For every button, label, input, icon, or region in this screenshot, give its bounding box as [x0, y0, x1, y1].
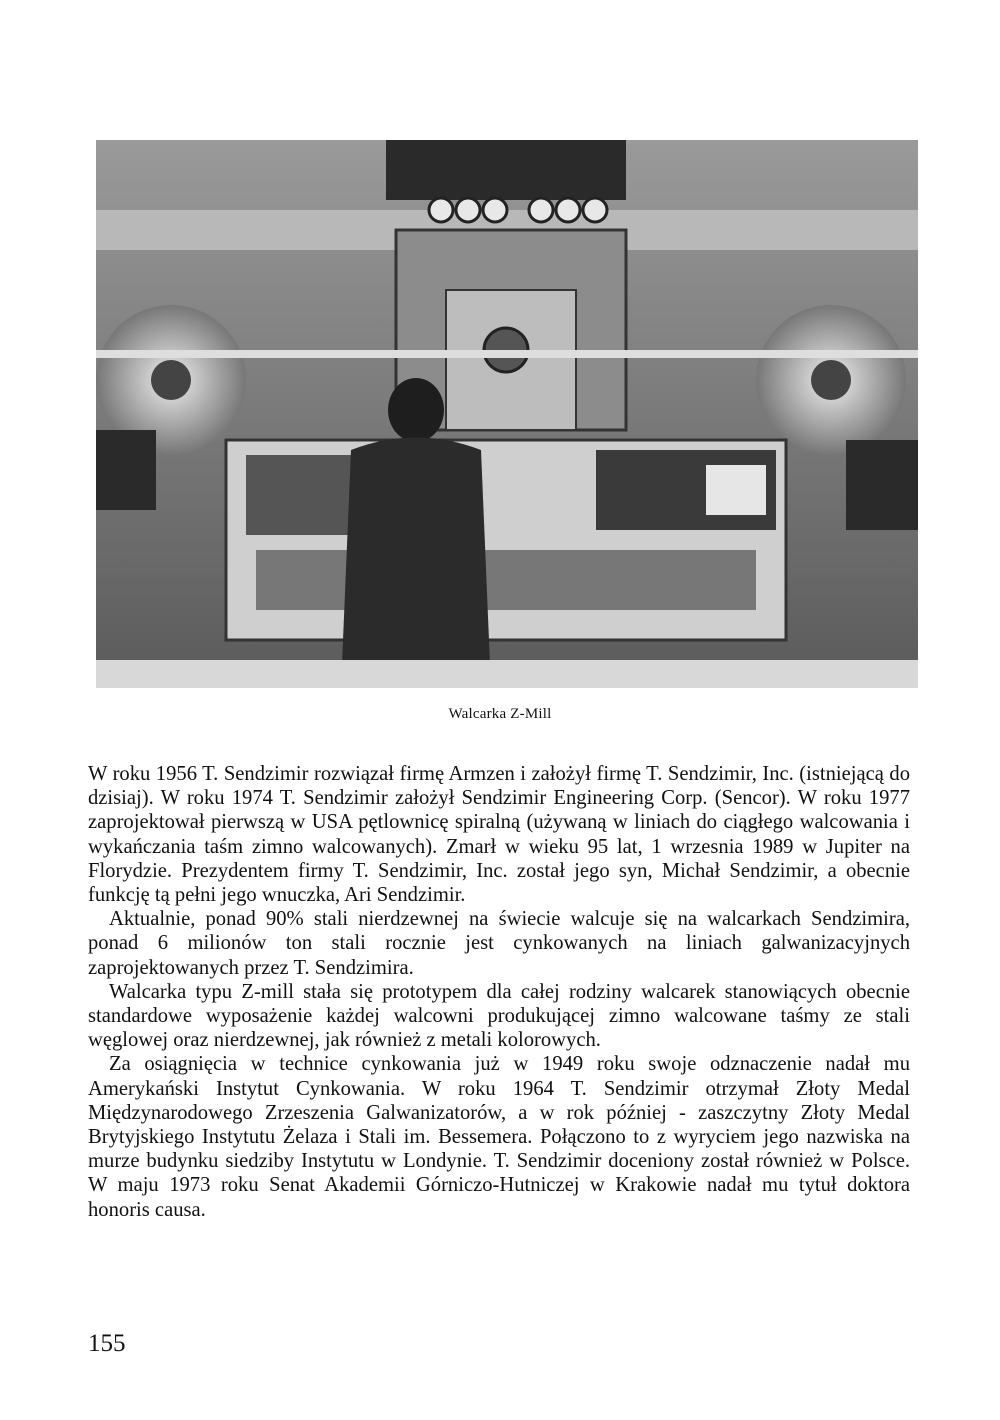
paragraph: Za osiągnięcia w technice cynkowania już w 1949 roku swoje odznaczenie nadał mu Amerykański Instytut Cynkowania. W roku 1964 T. Sendzimir otrzymał Złoty Medal Międzynarodowego Zrzeszenia Galwanizatorów, a w rok później - zaszczytny Złoty Medal Brytyjskiego Instytutu Żelaza i Stali im. Bessemera. Połączono to z wyryciem jego nazwiska na murze budynku siedziby Instytutu w Londynie. T. Sendzimir doceniony został również w Polsce. W maju 1973 roku Senat Akademii Górniczo-Hutniczej w Krakowie nadał mu tytuł doktora honoris causa. — [88, 1053, 910, 1221]
figure-caption: Walcarka Z-Mill — [448, 706, 552, 722]
photo-z-mill — [96, 140, 918, 688]
body-text — [88, 762, 910, 1222]
page-number: 155 — [88, 1330, 126, 1357]
paragraph: Walcarka typu Z-mill stała się prototypem dla całej rodziny walcarek stanowiących obecnie standardowe wyposażenie każdej walcowni produkującej zimno walcowane taśmy ze stali węglowej oraz nierdzewnej, jak również z metali kolorowych. — [88, 980, 910, 1052]
mill-control-room-illustration — [96, 140, 918, 688]
paragraph: Aktualnie, ponad 90% stali nierdzewnej na świecie walcuje się na walcarkach Sendzimira, ponad 6 milionów ton stali rocznie jest cynkowanych na liniach galwanizacyjnych zaprojektowanych przez T. Sendzimira. — [88, 908, 910, 979]
paragraph: W roku 1956 T. Sendzimir rozwiązał firmę Armzen i założył firmę T. Sendzimir, Inc. (istniejącą do dzisiaj). W roku 1974 T. Sendzimir założył Sendzimir Engineering Corp. (Sencor). W roku 1977 zaprojektował pierwszą w USA pętlownicę spiralną (używaną w liniach do ciągłego walcowania i wykańczania taśm zimno walcowanych). Zmarł w wieku 95 lat, 1 wrzesnia 1989 w Jupiter na Florydzie. Prezydentem firmy T. Sendzimir, Inc. został jego syn, Michał Sendzimir, a obecnie funkcję tą pełni jego wnuczka, Ari Sendzimir. — [88, 763, 910, 907]
